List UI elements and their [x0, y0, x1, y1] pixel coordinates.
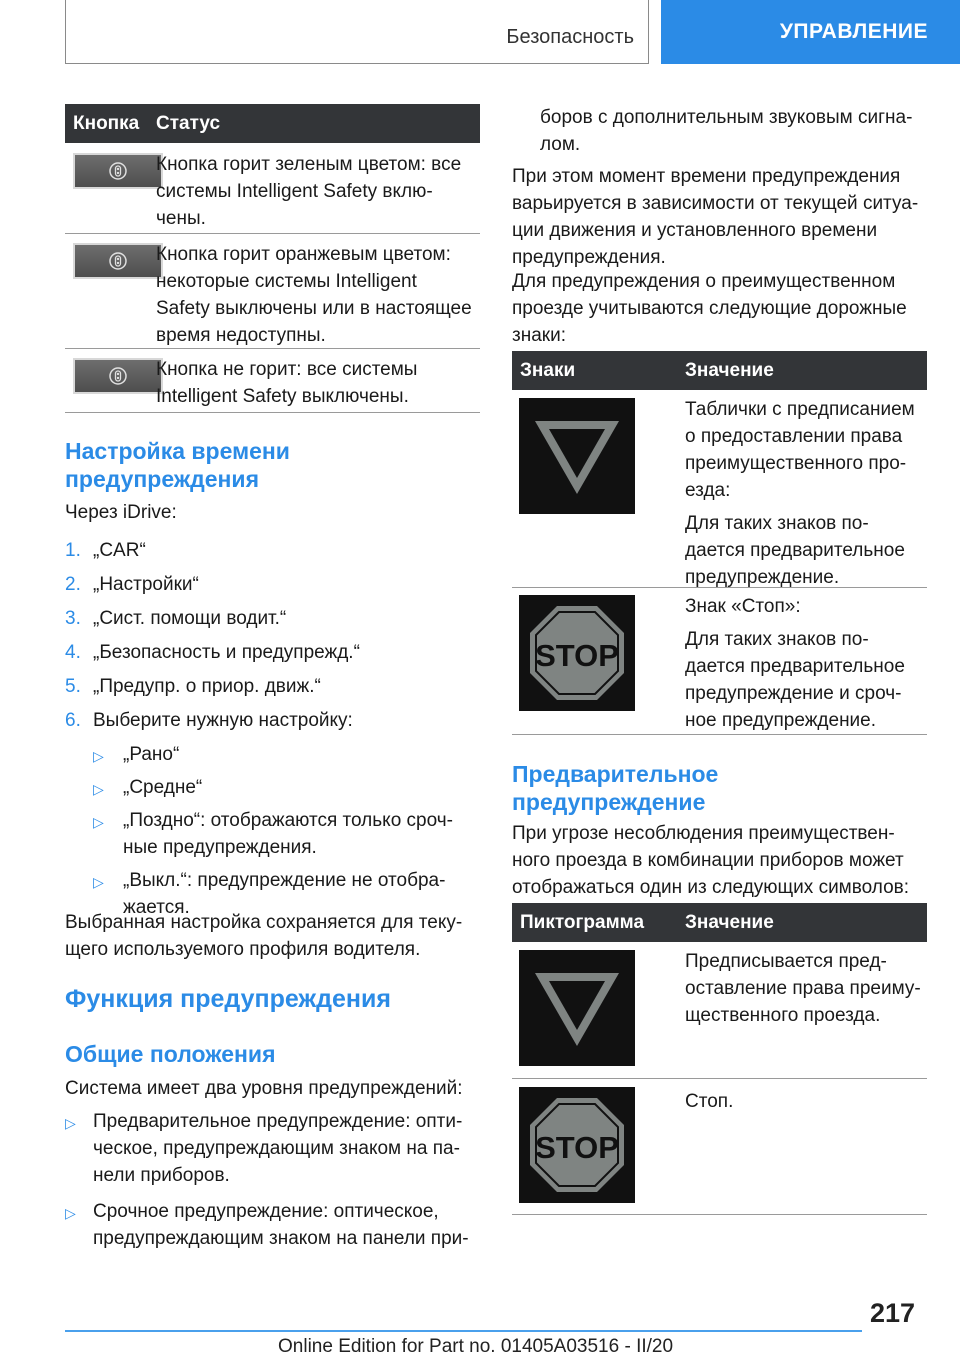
triangle-bullet-icon: ▷ [93, 874, 104, 890]
stop-sign-icon [519, 595, 635, 711]
status-line: время недоступны. [156, 325, 326, 346]
list-item: ▷ „Выкл.“: предупреждение не отобра- жается. [93, 870, 446, 918]
timing-intro: Через iDrive: [65, 502, 177, 523]
status-line: чены. [156, 208, 206, 229]
col-header-pictogram: Пиктограмма [520, 911, 645, 933]
footer-edition: Online Edition for Part no. 01405A03516 - II/20 [278, 1336, 674, 1357]
table-row: Таблички с предписанием о предоставлении права преимущественного про- езда: Для таких знаков по- дается предварительное предупреждение. [512, 390, 927, 588]
button-table-header [65, 104, 480, 143]
page-number: 217 [870, 1298, 916, 1328]
timing-heading: Настройка времени предупреждения [65, 438, 290, 492]
status-line: некоторые системы Intelligent [156, 271, 417, 292]
triangle-bullet-icon: ▷ [93, 814, 104, 830]
status-line: Кнопка горит зеленым цветом: все [156, 154, 462, 175]
list-item: ▷ Предварительное предупреждение: опти- ческое, предупреждающим знаком на па- нели приборов. [65, 1111, 463, 1186]
steps-list [65, 537, 485, 741]
list-item: ▷ Срочное предупреждение: оптическое, предупреждающим знаком на панели при- [65, 1201, 469, 1249]
col-header-meaning: Значение [685, 359, 774, 381]
pictogram-table-header [512, 903, 927, 942]
table-row [65, 233, 480, 349]
options-list [93, 741, 483, 927]
triangle-bullet-icon: ▷ [65, 1205, 76, 1221]
table-row: Предписывается пред- оставление права преиму- щественного проезда. [512, 942, 927, 1079]
status-line: Intelligent Safety выключены. [156, 386, 409, 407]
paragraph: При этом момент времени предупреждения варьируется в зависимости от текущей ситуа- ции движения и установленного времени предупреждения. [512, 166, 919, 268]
prewarning-text: При угрозе несоблюдения преимуществен- ного проезда в комбинации приборов может отображаться один из следующих символов: [512, 823, 910, 898]
header-chapter-tab[interactable] [661, 0, 960, 64]
stop-sign-icon [519, 1087, 635, 1203]
col-header-button: Кнопка [73, 112, 140, 134]
status-line: Кнопка горит оранжевым цветом: [156, 244, 451, 265]
table-row [65, 348, 480, 413]
col-header-status: Статус [156, 112, 221, 134]
list-item: 1. „CAR“ [65, 540, 146, 561]
list-item: ▷ „Поздно“: отображаются только сроч- ные предупреждения. [93, 810, 453, 858]
paragraph: Для предупреждения о преимущественном проезде учитываются следующие дорожные знаки: [512, 271, 907, 346]
yield-sign-icon [519, 950, 635, 1066]
safety-button-off-icon [73, 358, 163, 394]
triangle-bullet-icon: ▷ [93, 781, 104, 797]
triangle-bullet-icon: ▷ [65, 1115, 76, 1131]
status-line: Кнопка не горит: все системы [156, 359, 418, 380]
warning-function-heading: Функция предупреждения [65, 985, 391, 1013]
svg-text:STOP: STOP [535, 638, 619, 673]
footer-divider [65, 1330, 862, 1332]
list-item: 3. „Сист. помощи водит.“ [65, 608, 287, 629]
col-header-signs: Знаки [520, 359, 576, 381]
warning-intro: Система имеет два уровня предупреждений: [65, 1078, 463, 1099]
table-row: STOP Знак «Стоп»: Для таких знаков по- дается предварительное предупреждение и сроч- ное предупреждение. [512, 587, 927, 735]
list-item: ▷ „Средне“ [93, 774, 483, 807]
list-item: 2. „Настройки“ [65, 574, 199, 595]
warning-levels-list [65, 1108, 485, 1258]
table-row: STOP Стоп. [512, 1078, 927, 1215]
status-line: Safety выключены или в настоящее [156, 298, 472, 319]
signs-table-header [512, 351, 927, 390]
general-heading: Общие положения [65, 1041, 276, 1067]
status-line: системы Intelligent Safety вклю- [156, 181, 433, 202]
list-item: 5. „Предупр. о приор. движ.“ [65, 676, 321, 697]
prewarning-heading: Предварительное предупреждение [512, 761, 719, 815]
yield-sign-icon [519, 398, 635, 514]
safety-button-orange-icon [73, 243, 163, 279]
timing-note: Выбранная настройка сохраняется для теку- щего используемого профиля водителя. [65, 912, 463, 960]
table-row [65, 143, 480, 234]
continued-text: боров с дополнительным звуковым сигна- лом. [540, 107, 913, 155]
triangle-bullet-icon: ▷ [93, 748, 104, 764]
list-item: ▷ „Рано“ [93, 741, 483, 774]
col-header-meaning: Значение [685, 911, 774, 933]
chapter-label: УПРАВЛЕНИЕ [779, 20, 928, 43]
safety-button-green-icon [73, 153, 163, 189]
list-item: 6. Выберите нужную настройку: [65, 710, 353, 731]
svg-text:STOP: STOP [535, 1130, 619, 1165]
header-section-title: Безопасность [506, 26, 634, 48]
list-item: 4. „Безопасность и предупрежд.“ [65, 642, 360, 663]
